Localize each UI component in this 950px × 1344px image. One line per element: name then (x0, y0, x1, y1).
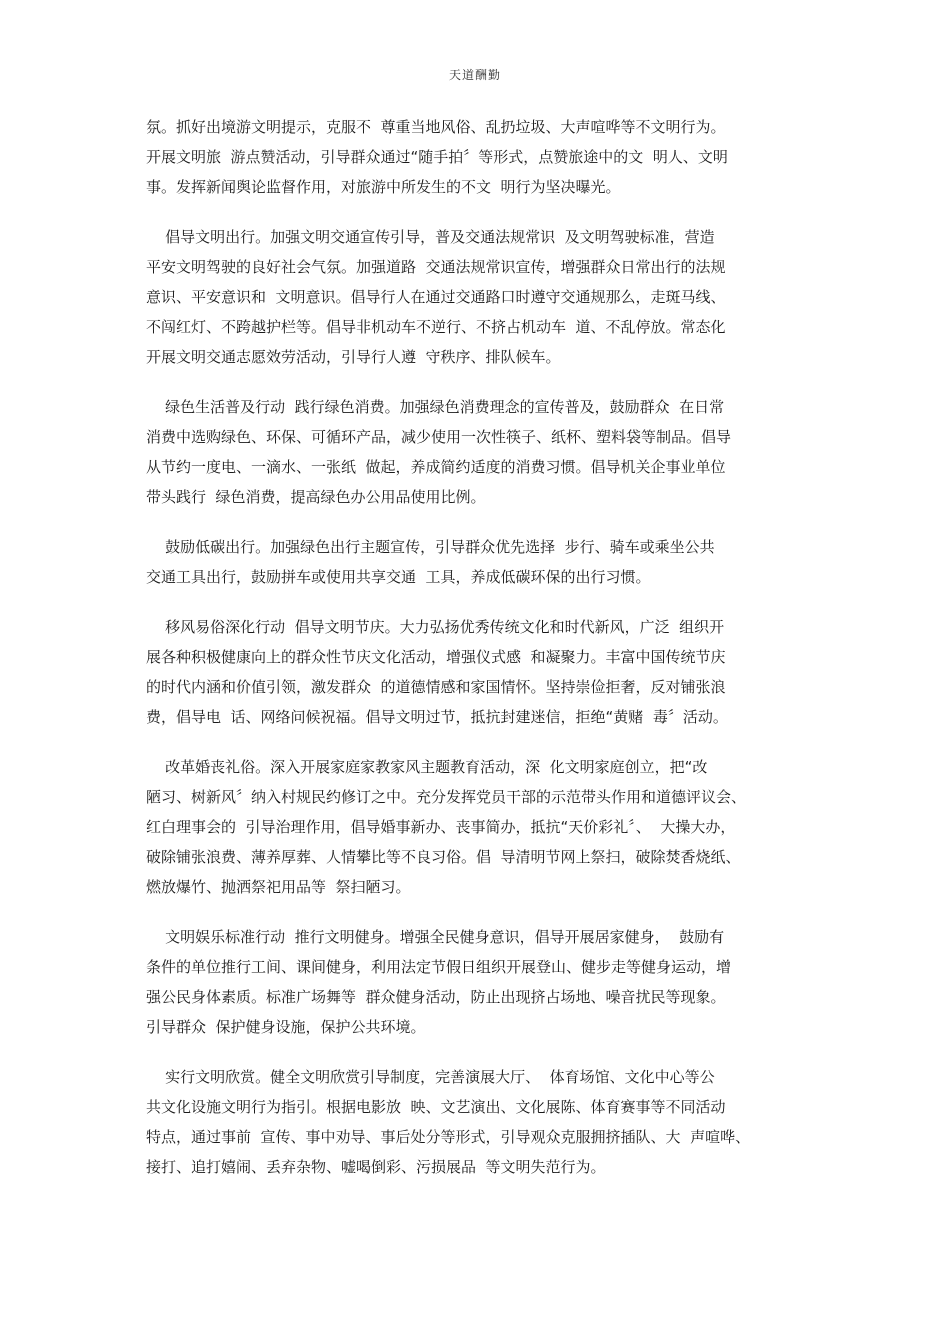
paragraph-wedding-funeral (146, 752, 806, 902)
text-line: 交通工具出行，鼓励拼车或使用共享交通 工具，养成低碳环保的出行习惯。 (146, 568, 651, 586)
text-line: 带头践行 绿色消费，提高绿色办公用品使用比例。 (146, 488, 486, 506)
text-line: 移风易俗深化行动 倡导文明节庆。大力弘扬优秀传统文化和时代新风，广泛 组织开 (146, 618, 725, 636)
text-line: 破除铺张浪费、薄养厚葬、人情攀比等不良习俗。倡 导清明节网上祭扫，破除焚香烧纸、 (146, 848, 741, 866)
text-line: 平安文明驾驶的良好社会气氛。加强道路 交通法规常识宣传，增强群众日常出行的法规 (146, 258, 726, 276)
text-line: 开展文明旅 游点赞活动，引导群众通过“随手拍〞等形式，点赞旅途中的文 明人、文明 (146, 148, 728, 166)
paragraph-civilized-travel (146, 222, 806, 372)
text-line: 接打、追打嬉闹、丢弃杂物、嘘喝倒彩、污损展品 等文明失范行为。 (146, 1158, 606, 1176)
text-line: 共文化设施文明行为指引。根据电影放 映、文艺演出、文化展陈、体育赛事等不同活动 (146, 1098, 726, 1116)
text-line: 的时代内涵和价值引领，激发群众 的道德情感和家国情怀。坚持崇俭拒奢，反对铺张浪 (146, 678, 726, 696)
paragraph-appreciation (146, 1062, 806, 1182)
text-line: 特点，通过事前 宣传、事中劝导、事后处分等形式，引导观众克服拥挤插队、大 声喧哗、 (146, 1128, 751, 1146)
text-line: 红白理事会的 引导治理作用，倡导婚事新办、丧事简办，抵抗“天价彩礼〞、 大操大办， (146, 818, 736, 836)
paragraph-festivals (146, 612, 806, 732)
text-line: 燃放爆竹、抛洒祭祀用品等 祭扫陋习。 (146, 878, 411, 896)
text-line: 引导群众 保护健身设施，保护公共环境。 (146, 1018, 426, 1036)
text-line: 条件的单位推行工间、课间健身，利用法定节假日组织开展登山、健步走等健身运动，增 (146, 958, 732, 976)
paragraph-tourism (146, 112, 806, 202)
text-line: 陋习、树新风〞纳入村规民约修订之中。充分发挥党员干部的示范带头作用和道德评议会、 (146, 788, 747, 806)
text-line: 绿色生活普及行动 践行绿色消费。加强绿色消费理念的宣传普及，鼓励群众 在日常 (146, 398, 725, 416)
text-line: 氛。抓好出境游文明提示，克服不 尊重当地风俗、乱扔垃圾、大声喧哗等不文明行为。 (146, 118, 726, 136)
paragraph-low-carbon (146, 532, 806, 592)
text-line: 事。发挥新闻舆论监督作用，对旅游中所发生的不文 明行为坚决曝光。 (146, 178, 621, 196)
paragraph-fitness (146, 922, 806, 1042)
text-line: 从节约一度电、一滴水、一张纸 做起，养成简约适度的消费习惯。倡导机关企事业单位 (146, 458, 726, 476)
text-line: 改革婚丧礼俗。深入开展家庭家教家风主题教育活动，深 化文明家庭创立，把“改 (146, 758, 708, 776)
text-line: 实行文明欣赏。健全文明欣赏引导制度，完善演展大厅、 体育场馆、文化中心等公 (146, 1068, 715, 1086)
text-line: 费，倡导电 话、网络问候祝福。倡导文明过节，抵抗封建迷信，拒绝“黄赌 毒〞活动。 (146, 708, 728, 726)
paragraph-green-consumption (146, 392, 806, 512)
text-line: 倡导文明出行。加强文明交通宣传引导，普及交通法规常识 及文明驾驶标准，营造 (146, 228, 715, 246)
text-line: 意识、平安意识和 文明意识。倡导行人在通过交通路口时遵守交通规那么，走斑马线、 (146, 288, 726, 306)
text-line: 开展文明交通志愿效劳活动，引导行人遵 守秩序、排队候车。 (146, 348, 561, 366)
document-body (146, 112, 806, 1202)
text-line: 不闯红灯、不跨越护栏等。倡导非机动车不逆行、不挤占机动车 道、不乱停放。常态化 (146, 318, 726, 336)
text-line: 文明娱乐标准行动 推行文明健身。增强全民健身意识，倡导开展居家健身， 鼓励有 (146, 928, 725, 946)
text-line: 鼓励低碳出行。加强绿色出行主题宣传，引导群众优先选择 步行、骑车或乘坐公共 (146, 538, 715, 556)
text-line: 展各种积极健康向上的群众性节庆文化活动，增强仪式感 和凝聚力。丰富中国传统节庆 (146, 648, 726, 666)
text-line: 消费中选购绿色、环保、可循环产品，减少使用一次性筷子、纸杯、塑料袋等制品。倡导 (146, 428, 732, 446)
page-header: 天道酬勤 (448, 68, 501, 82)
text-line: 强公民身体素质。标准广场舞等 群众健身活动，防止出现挤占场地、噪音扰民等现象。 (146, 988, 726, 1006)
